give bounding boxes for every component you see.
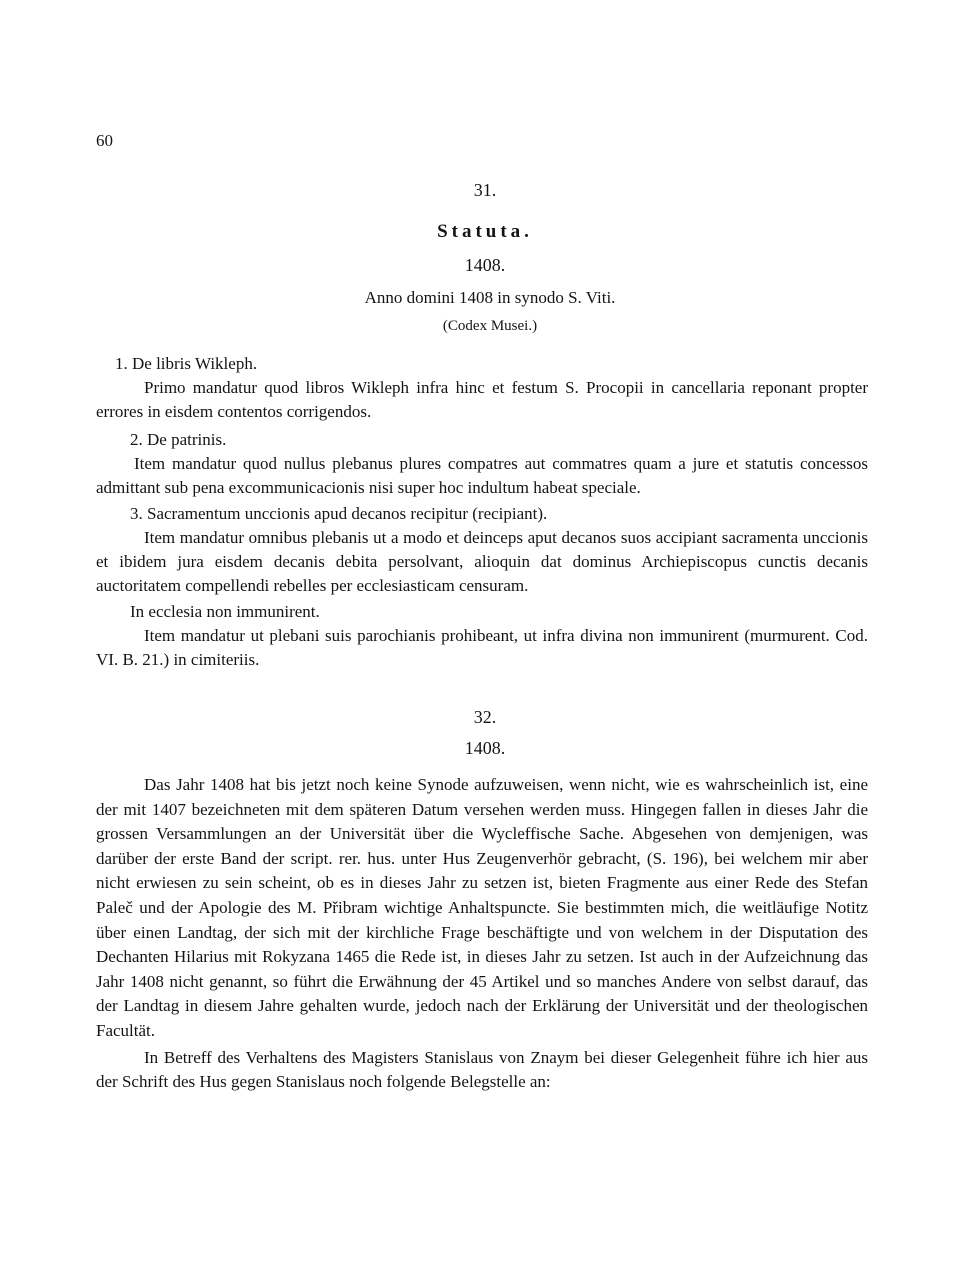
document-31-title: Statuta. [437, 221, 533, 242]
section-text-sacramentum: Item mandatur omnibus plebanis ut a modo et deinceps aput decanos suos accipiant sacramenta unccionis et ibidem jura eisdem decanis debita persolvant, alioquin dat dominus Archiepiscopus cunctis decanis auctoritatem compellendi rebelles per ecclesiasticam censuram. [96, 528, 868, 595]
section-heading-de-libris: 1. De libris Wikleph. [115, 354, 258, 373]
document-31-number: 31. [473, 180, 497, 200]
document-31-year: 1408. [464, 255, 506, 275]
commentary-paragraph: Das Jahr 1408 hat bis jetzt noch keine Synode aufzuweisen, wenn nicht, wie es wahrscheinlich ist, eine der mit 1407 bezeichneten mit dem späteren Datum versehen werden muss. Hingegen fallen in dieses Jahr die grossen Versammlungen an der Universität über die Wycleffische Sache. Abgesehen von demjenigen, was darüber der erste Band der script. rer. hus. unter Hus Zeugenverhör gebracht, (S. 196), bei welchem mir aber nicht erwiesen zu sein scheint, ob es in dieses Jahr zu setzen ist, bieten Fragmente aus einer Rede des Stefan Paleč und der Apologie des M. Přibram wichtige Anhaltspuncte. Sie bestimmten mich, die weitläufige Notitz über einen Landtag, der sich mit der kirchliche Frage beschäftigte und von welchem in der Disputation des Dechanten Hilarius mit Rokyzana 1465 die Rede ist, in dieses Jahr zu setzen. Ist auch in der Aufzeichnung das Jahr 1408 nicht genannt, so führt die Erwähnung der 45 Artikel und so manches Andere von selbst darauf, das der Landtag in diesem Jahre gehalten wurde, jedoch nach der Erklärung der Universität und der theologischen Facultät. [96, 775, 868, 1040]
document-31-source: (Codex Musei.) [442, 318, 538, 334]
section-heading-in-ecclesia: In ecclesia non immunirent. [130, 602, 320, 621]
commentary-paragraph: In Betreff des Verhaltens des Magisters Stanislaus von Znaym bei dieser Gelegenheit führe ich hier aus der Schrift des Hus gegen Stanislaus noch folgende Belegstelle an: [96, 1047, 868, 1092]
document-31-subtitle: Anno domini 1408 in synodo S. Viti. [364, 288, 616, 307]
section-heading-sacramentum: 3. Sacramentum unccionis apud decanos recipitur (recipiant). [130, 504, 548, 523]
page-number: 60 [96, 131, 113, 150]
section-text-de-patrinis: Item mandatur quod nullus plebanus plures compatres aut commatres quam a jure et statutis concessos admittant sub pena excommunicacionis nisi super hoc indultum habeat speciale. [96, 454, 868, 497]
section-text-de-libris: Primo mandatur quod libros Wikleph infra hinc et festum S. Procopii in cancellaria reponant propter errores in eisdem contentos corrigendos. [96, 378, 868, 421]
document-32-number: 32. [473, 707, 497, 727]
document-32-year: 1408. [464, 738, 506, 758]
section-heading-de-patrinis: 2. De patrinis. [130, 430, 227, 449]
section-text-in-ecclesia: Item mandatur ut plebani suis parochianis prohibeant, ut infra divina non immunirent (murmurent. Cod. VI. B. 21.) in cimiteriis. [96, 626, 868, 669]
commentary-body [96, 773, 868, 1095]
statuta-body [96, 352, 868, 672]
